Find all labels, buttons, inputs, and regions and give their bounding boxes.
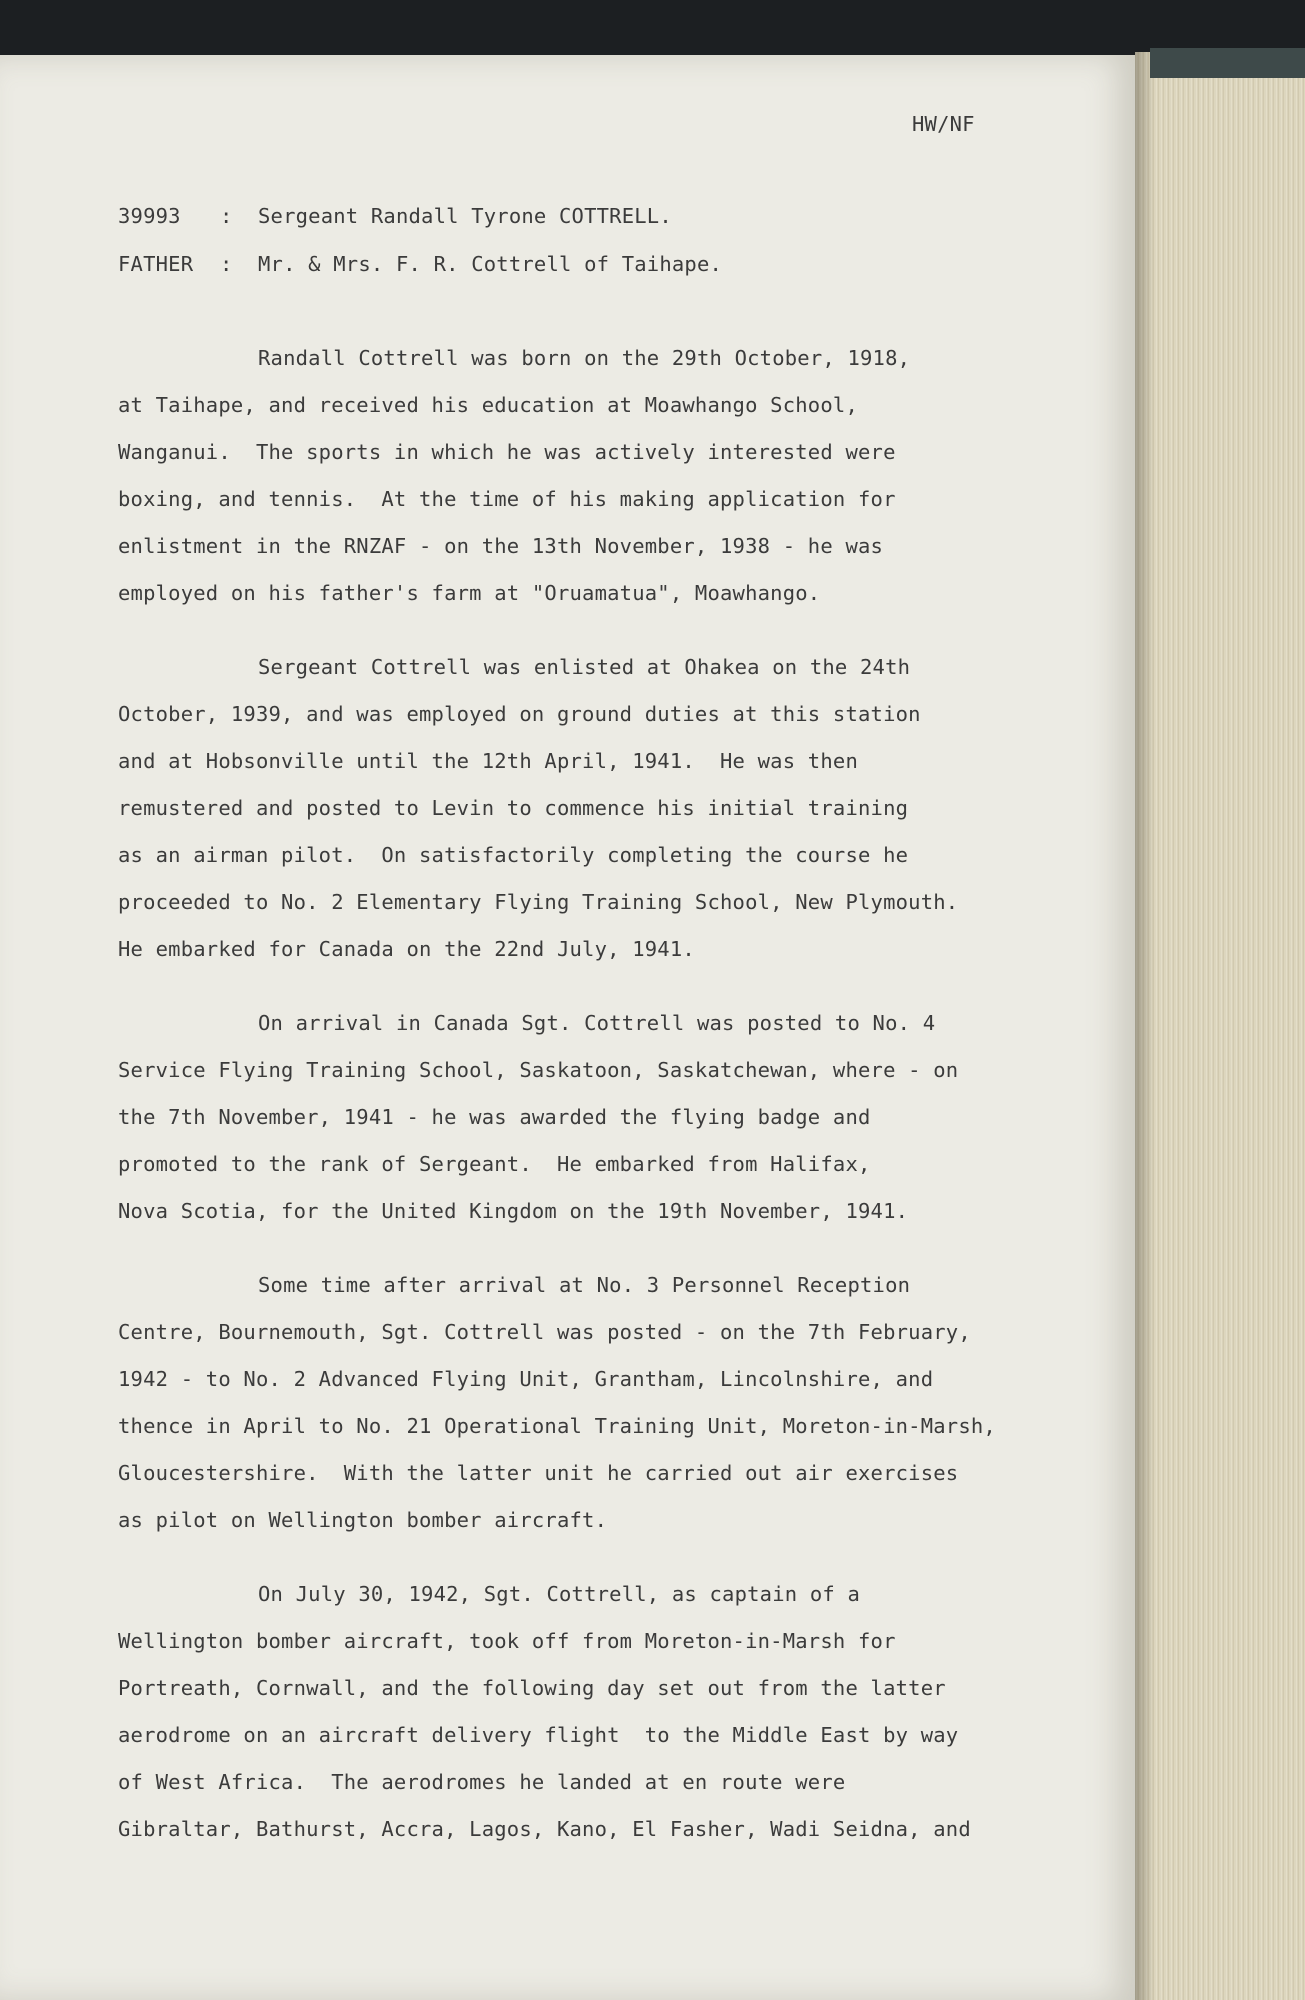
book-cover (1150, 48, 1305, 78)
body-line: the 7th November, 1941 - he was awarded the flying badge and (118, 1105, 871, 1129)
father-name: Mr. & Mrs. F. R. Cottrell of Taihape. (258, 252, 723, 276)
body-line: and at Hobsonville until the 12th April, 1941. He was then (118, 749, 858, 773)
body-line: He embarked for Canada on the 22nd July, 1941. (118, 937, 695, 961)
service-number: 39993 (118, 204, 181, 228)
body-line: Wanganui. The sports in which he was actively interested were (118, 440, 896, 464)
book-page-edges (1135, 52, 1305, 2000)
body-line: enlistment in the RNZAF - on the 13th November, 1938 - he was (118, 534, 884, 558)
body-line: Centre, Bournemouth, Sgt. Cottrell was posted - on the 7th February, (118, 1320, 971, 1344)
body-line: Sergeant Cottrell was enlisted at Ohakea on the 24th (258, 655, 911, 679)
body-line: Wellington bomber aircraft, took off from Moreton-in-Marsh for (118, 1629, 896, 1653)
body-line: at Taihape, and received his education at Moawhango School, (118, 393, 858, 417)
body-line: as an airman pilot. On satisfactorily completing the course he (118, 843, 909, 867)
body-line: proceeded to No. 2 Elementary Flying Training School, New Plymouth. (118, 890, 959, 914)
body-line: October, 1939, and was employed on ground duties at this station (118, 702, 921, 726)
body-line: as pilot on Wellington bomber aircraft. (118, 1508, 608, 1532)
body-line: Portreath, Cornwall, and the following day set out from the latter (118, 1676, 946, 1700)
body-line: On arrival in Canada Sgt. Cottrell was posted to No. 4 (258, 1011, 936, 1035)
father-label: FATHER (118, 252, 194, 276)
colon-separator: : (220, 204, 233, 228)
body-line: Randall Cottrell was born on the 29th October, 1918, (258, 346, 911, 370)
body-line: remustered and posted to Levin to commence his initial training (118, 796, 909, 820)
body-line: thence in April to No. 21 Operational Training Unit, Moreton-in-Marsh, (118, 1414, 996, 1438)
body-line: employed on his father's farm at "Oruamatua", Moawhango. (118, 581, 821, 605)
body-line: Gibraltar, Bathurst, Accra, Lagos, Kano, El Fasher, Wadi Seidna, and (118, 1817, 971, 1841)
header-reference: HW/NF (912, 112, 975, 136)
body-line: On July 30, 1942, Sgt. Cottrell, as captain of a (258, 1582, 861, 1606)
body-line: boxing, and tennis. At the time of his making application for (118, 487, 896, 511)
body-line: Gloucestershire. With the latter unit he carried out air exercises (118, 1461, 959, 1485)
subject-name: Sergeant Randall Tyrone COTTRELL. (258, 204, 672, 228)
body-line: Nova Scotia, for the United Kingdom on the 19th November, 1941. (118, 1199, 909, 1223)
body-line: aerodrome on an aircraft delivery flight to the Middle East by way (118, 1723, 959, 1747)
book-gutter-shadow (1135, 52, 1155, 2000)
colon-separator: : (220, 252, 233, 276)
body-line: 1942 - to No. 2 Advanced Flying Unit, Grantham, Lincolnshire, and (118, 1367, 934, 1391)
body-line: Some time after arrival at No. 3 Personnel Reception (258, 1273, 911, 1297)
body-line: promoted to the rank of Sergeant. He embarked from Halifax, (118, 1152, 871, 1176)
body-line: Service Flying Training School, Saskatoon, Saskatchewan, where - on (118, 1058, 959, 1082)
body-line: of West Africa. The aerodromes he landed at en route were (118, 1770, 846, 1794)
